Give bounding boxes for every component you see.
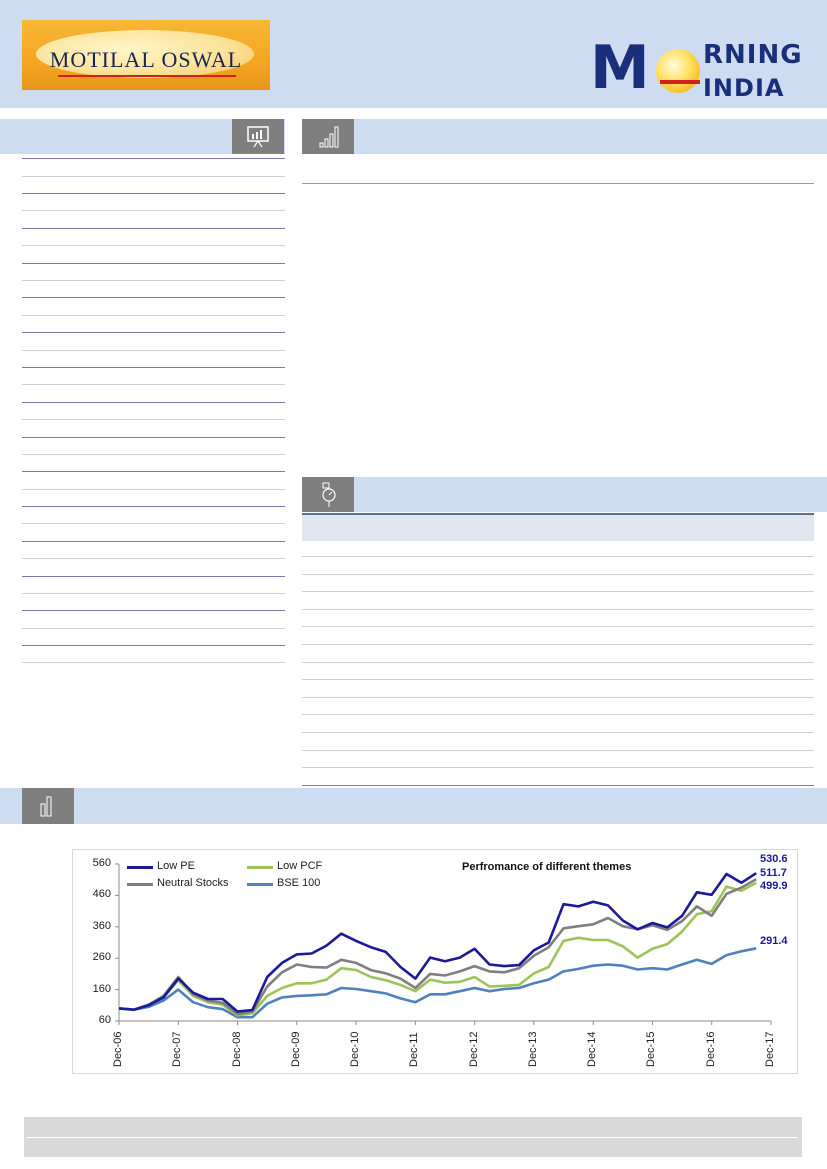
left-rule	[22, 437, 285, 438]
left-rule	[22, 332, 285, 333]
footer-line	[26, 1137, 798, 1138]
left-rule	[22, 645, 285, 646]
x-tick-label: Dec-17	[764, 1031, 776, 1067]
x-tick-label: Dec-16	[704, 1031, 717, 1067]
table-row-rule	[302, 609, 814, 610]
left-rule	[22, 523, 285, 524]
x-tick-label: Dec-15	[645, 1031, 658, 1067]
left-rule	[22, 176, 285, 177]
legend-swatch	[247, 883, 273, 886]
legend-label: Neutral Stocks	[157, 877, 229, 889]
left-rule	[22, 193, 285, 194]
legend-swatch	[247, 866, 273, 869]
table-row-rule	[302, 732, 814, 733]
left-rule	[22, 558, 285, 559]
table-row-rule	[302, 644, 814, 645]
morning-india-m: M	[590, 33, 650, 103]
table-row-rule	[302, 785, 814, 786]
right-top-rule	[302, 183, 814, 184]
table-row-rule	[302, 591, 814, 592]
table-row-rule	[302, 556, 814, 557]
left-rule	[22, 662, 285, 663]
legend-swatch	[127, 883, 153, 886]
left-rule	[22, 471, 285, 472]
morning-india-rning: RNING	[703, 40, 803, 70]
table-row-rule	[302, 714, 814, 715]
left-rule	[22, 628, 285, 629]
bar-signal-icon	[302, 119, 354, 154]
y-tick-label: 560	[92, 857, 111, 869]
x-tick-label: Dec-07	[171, 1031, 184, 1067]
end-label: 499.9	[760, 880, 788, 892]
left-rule	[22, 158, 285, 159]
motilal-oswal-logo	[22, 20, 270, 90]
logo-underline	[58, 75, 236, 77]
x-tick-label: Dec-10	[349, 1031, 362, 1067]
y-tick-label: 160	[92, 982, 111, 995]
header-band	[0, 0, 827, 108]
table-row-rule	[302, 697, 814, 698]
left-rule	[22, 297, 285, 298]
x-tick-label: Dec-14	[586, 1031, 599, 1067]
left-rule	[22, 506, 285, 507]
left-rule	[22, 263, 285, 264]
left-rule	[22, 367, 285, 368]
table-row-rule	[302, 750, 814, 751]
chart-title: Perfromance of different themes	[462, 861, 632, 873]
x-tick-label: Dec-08	[230, 1031, 243, 1067]
gauge-icon	[302, 477, 354, 512]
left-rule	[22, 384, 285, 385]
y-tick-label: 60	[98, 1014, 111, 1026]
left-rule	[22, 350, 285, 351]
table-row-rule	[302, 574, 814, 575]
y-tick-label: 460	[92, 888, 111, 901]
left-rule	[22, 419, 285, 420]
y-tick-label: 260	[92, 951, 111, 964]
logo-red-bar	[660, 80, 700, 84]
end-label: 291.4	[760, 935, 788, 947]
left-rule	[22, 245, 285, 246]
table-row-rule	[302, 679, 814, 680]
x-tick-label: Dec-11	[408, 1032, 421, 1067]
sun-icon	[656, 49, 700, 93]
left-rule	[22, 402, 285, 403]
table-row-rule	[302, 662, 814, 663]
logo-text: MOTILAL OSWAL	[49, 47, 243, 72]
legend-label: BSE 100	[277, 877, 321, 889]
bottom-section-header	[0, 788, 827, 824]
left-rule	[22, 593, 285, 594]
left-rule	[22, 576, 285, 577]
left-rule	[22, 610, 285, 611]
bar-chart-icon	[22, 788, 74, 824]
legend-swatch	[127, 866, 153, 869]
end-label: 511.7	[760, 867, 787, 879]
left-rule	[22, 280, 285, 281]
left-rule	[22, 489, 285, 490]
legend-label: Low PE	[157, 860, 195, 872]
left-rule	[22, 454, 285, 455]
x-tick-label: Dec-13	[526, 1031, 539, 1067]
themes-performance-chart	[72, 849, 798, 1074]
table-row-rule	[302, 767, 814, 768]
left-rule	[22, 315, 285, 316]
left-rule	[22, 210, 285, 211]
x-tick-label: Dec-06	[112, 1031, 124, 1067]
presentation-chart-icon	[232, 119, 284, 154]
y-tick-label: 360	[92, 919, 111, 932]
right-top-header	[302, 119, 827, 154]
x-tick-label: Dec-12	[467, 1031, 480, 1067]
legend-label: Low PCF	[277, 860, 323, 872]
table-row-rule	[302, 626, 814, 627]
table-header-row	[302, 513, 814, 541]
right-mid-header	[302, 477, 827, 512]
morning-india-india: INDIA	[703, 74, 785, 102]
left-rule	[22, 228, 285, 229]
left-rule	[22, 541, 285, 542]
end-label: 530.6	[760, 853, 788, 865]
series-line-low-pe	[119, 873, 756, 1011]
x-tick-label: Dec-09	[289, 1031, 302, 1067]
